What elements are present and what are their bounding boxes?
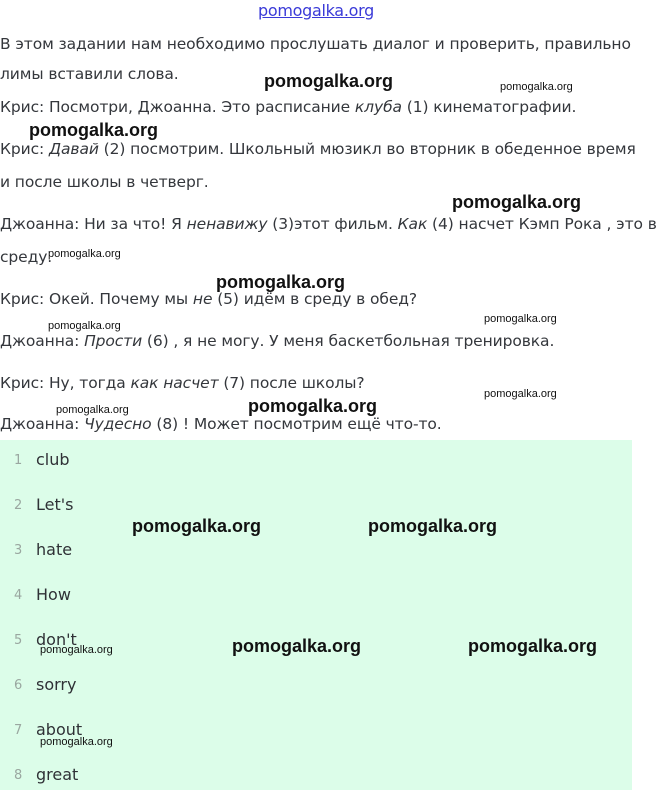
answer-number: 5	[14, 633, 23, 648]
dialogue-line: среду.	[0, 248, 53, 266]
watermark: pomogalka.org	[132, 516, 262, 536]
watermark: pomogalka.org	[29, 120, 159, 140]
intro-line-1: В этом задании нам необходимо прослушать диалог и проверить, правильно	[0, 35, 631, 53]
watermark: pomogalka.org	[48, 320, 121, 332]
watermark: pomogalka.org	[500, 81, 573, 93]
dialogue-line: Джоанна: Ни за что! Я ненавижу (3)этот фильм. Как (4) насчет Кэмп Рока , это в	[0, 215, 657, 233]
answer-word: club	[36, 450, 70, 469]
watermark: pomogalka.org	[484, 313, 557, 325]
answer-word: about	[36, 720, 83, 739]
watermark: pomogalka.org	[468, 636, 598, 656]
watermark: pomogalka.org	[56, 404, 129, 416]
watermark: pomogalka.org	[484, 388, 557, 400]
answer-word: How	[36, 585, 71, 604]
site-link[interactable]: pomogalka.org	[258, 1, 374, 20]
watermark: pomogalka.org	[368, 516, 498, 536]
answer-word: hate	[36, 540, 73, 559]
intro-line-2: лимы вставили слова.	[0, 65, 179, 83]
dialogue-line: Джоанна: Прости (6) , я не могу. У меня баскетбольная тренировка.	[0, 332, 555, 350]
dialogue-line: Крис: Посмотри, Джоанна. Это расписание клуба (1) кинематографии.	[0, 98, 577, 116]
dialogue-line: Крис: Ну, тогда как насчет (7) после школы?	[0, 374, 365, 392]
dialogue-line: и после школы в четверг.	[0, 173, 209, 191]
watermark: pomogalka.org	[232, 636, 362, 656]
answer-number: 7	[14, 723, 23, 738]
answer-number: 1	[14, 453, 23, 468]
answer-number: 3	[14, 543, 23, 558]
watermark: pomogalka.org	[48, 248, 121, 260]
watermark: pomogalka.org	[452, 192, 582, 212]
answer-number: 6	[14, 678, 23, 693]
answer-number: 4	[14, 588, 23, 603]
answer-word: don't	[36, 630, 77, 649]
watermark: pomogalka.org	[40, 736, 113, 748]
answer-number: 8	[14, 768, 23, 783]
watermark: pomogalka.org	[216, 272, 346, 292]
answer-word: sorry	[36, 675, 77, 694]
answer-word: great	[36, 765, 79, 784]
watermark: pomogalka.org	[264, 71, 394, 91]
dialogue-line: Крис: Давай (2) посмотрим. Школьный мюзикл во вторник в обеденное время	[0, 140, 636, 158]
answer-number: 2	[14, 498, 23, 513]
dialogue-line: Джоанна: Чудесно (8) ! Может посмотрим ещё что-то.	[0, 415, 442, 433]
dialogue-line: Крис: Окей. Почему мы не (5) идём в среду в обед?	[0, 290, 418, 308]
answer-word: Let's	[36, 495, 74, 514]
watermark: pomogalka.org	[40, 644, 113, 656]
watermark: pomogalka.org	[248, 396, 378, 416]
